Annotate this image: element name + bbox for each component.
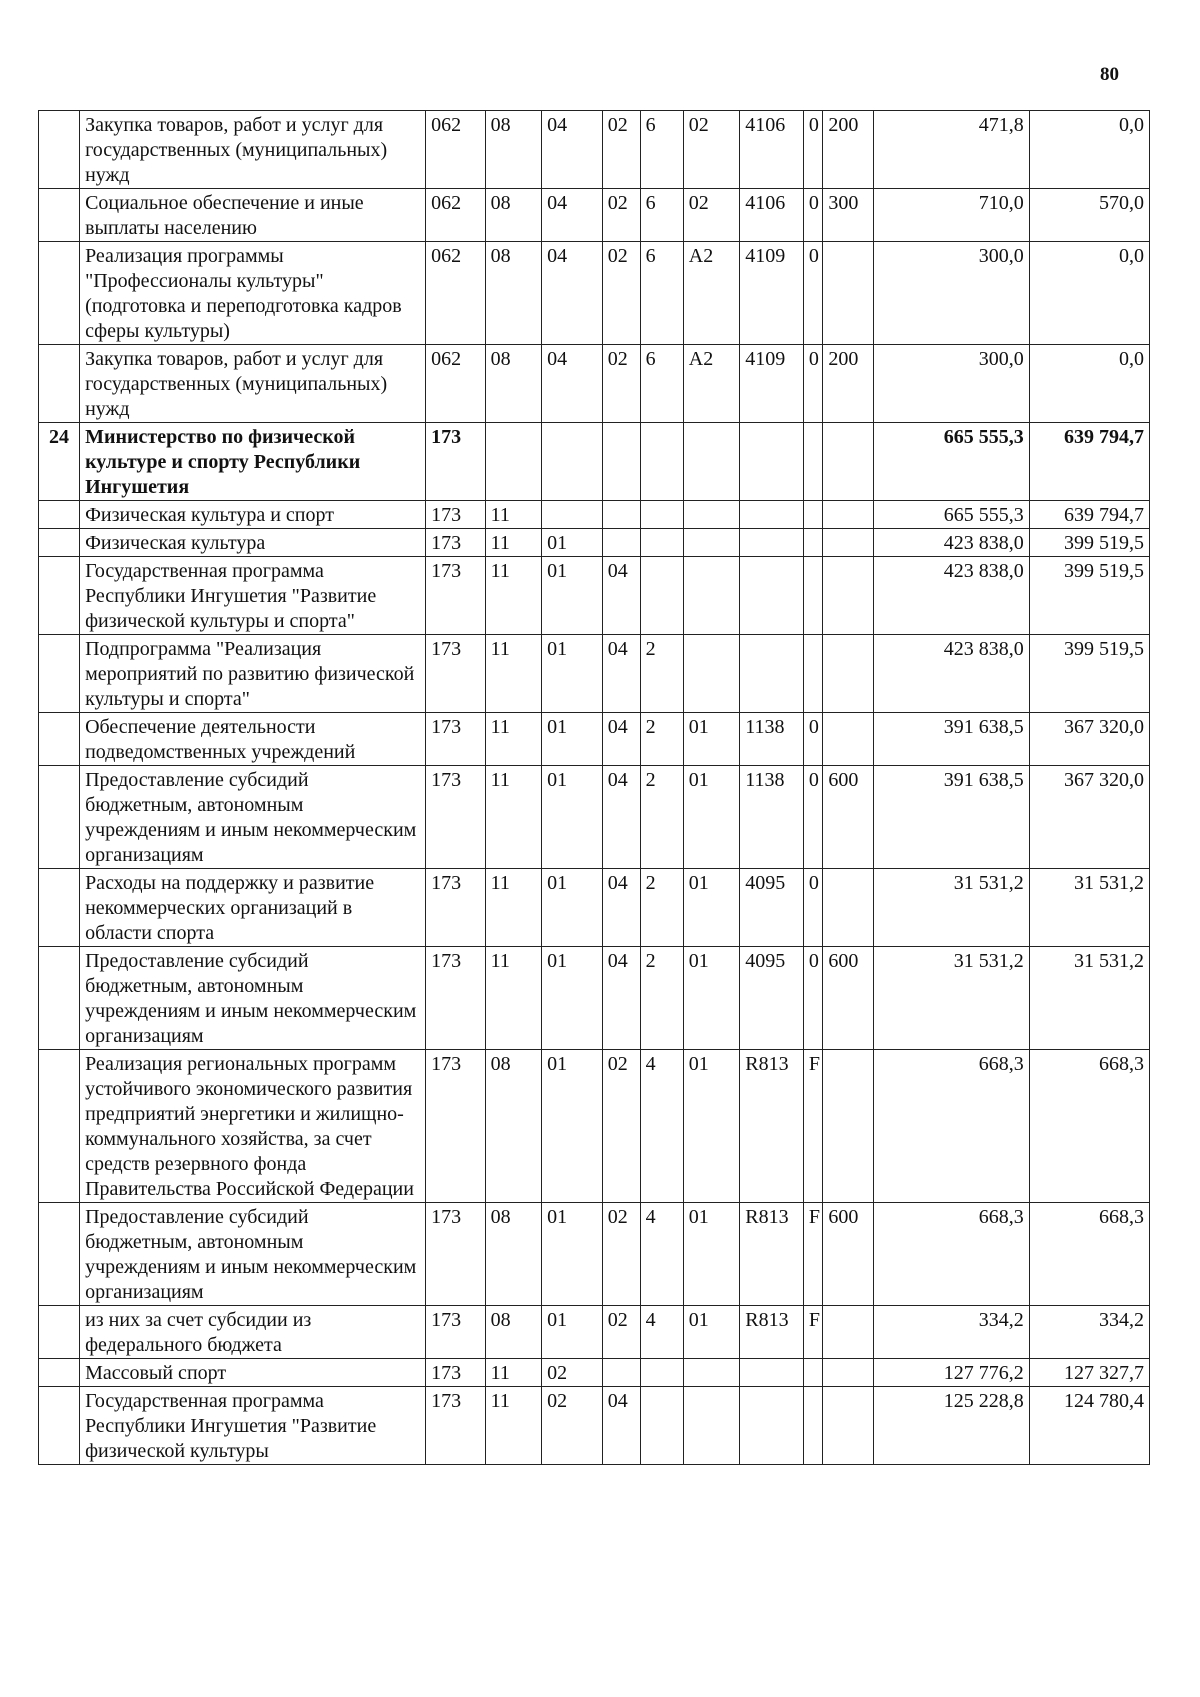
code-program: 04	[602, 1387, 640, 1465]
row-index	[39, 947, 80, 1050]
code-extra: F	[803, 1050, 823, 1203]
code-event: 01	[683, 1306, 739, 1359]
code-direction	[740, 635, 804, 713]
code-subsection: 04	[542, 345, 603, 423]
code-subprogram	[640, 423, 683, 501]
code-subsection	[542, 423, 603, 501]
row-name: Закупка товаров, работ и услуг для государственных (муниципальных) нужд	[80, 345, 426, 423]
row-index	[39, 1387, 80, 1465]
code-subprogram: 2	[640, 766, 683, 869]
amount-year-1: 471,8	[873, 111, 1029, 189]
code-extra	[803, 1387, 823, 1465]
code-ministry: 173	[426, 423, 486, 501]
row-name: Физическая культура	[80, 529, 426, 557]
code-subsection	[542, 501, 603, 529]
code-direction: 4095	[740, 869, 804, 947]
code-ministry: 173	[426, 1203, 486, 1306]
code-extra: 0	[803, 766, 823, 869]
code-subprogram: 6	[640, 111, 683, 189]
code-subsection: 02	[542, 1387, 603, 1465]
code-event: 01	[683, 713, 739, 766]
table-row	[39, 501, 1150, 529]
code-expense-type	[823, 529, 873, 557]
code-subprogram	[640, 529, 683, 557]
amount-year-1: 668,3	[873, 1203, 1029, 1306]
row-index	[39, 345, 80, 423]
code-event	[683, 501, 739, 529]
code-direction: 1138	[740, 766, 804, 869]
code-expense-type	[823, 713, 873, 766]
row-name: Социальное обеспечение и иные выплаты населению	[80, 189, 426, 242]
row-index	[39, 766, 80, 869]
code-section: 11	[485, 501, 541, 529]
page-number: 80	[1100, 64, 1119, 85]
amount-year-1: 125 228,8	[873, 1387, 1029, 1465]
row-name: Обеспечение деятельности подведомственных учреждений	[80, 713, 426, 766]
amount-year-2: 334,2	[1029, 1306, 1149, 1359]
row-name: из них за счет субсидии из федерального бюджета	[80, 1306, 426, 1359]
table-row	[39, 242, 1150, 345]
code-direction	[740, 529, 804, 557]
code-subprogram: 2	[640, 869, 683, 947]
code-expense-type	[823, 1387, 873, 1465]
code-event: 01	[683, 1050, 739, 1203]
amount-year-1: 668,3	[873, 1050, 1029, 1203]
code-ministry: 173	[426, 1387, 486, 1465]
amount-year-2: 399 519,5	[1029, 557, 1149, 635]
row-name: Предоставление субсидий бюджетным, автономным учреждениям и иным некоммерческим организациям	[80, 766, 426, 869]
amount-year-2: 399 519,5	[1029, 529, 1149, 557]
code-section: 11	[485, 1387, 541, 1465]
code-program: 02	[602, 1050, 640, 1203]
code-program: 02	[602, 1203, 640, 1306]
code-program: 04	[602, 557, 640, 635]
code-subprogram: 6	[640, 242, 683, 345]
code-ministry: 173	[426, 557, 486, 635]
code-subsection: 01	[542, 635, 603, 713]
code-subprogram: 4	[640, 1306, 683, 1359]
table-row	[39, 1050, 1150, 1203]
table-row	[39, 557, 1150, 635]
code-section: 08	[485, 1306, 541, 1359]
code-subprogram	[640, 1359, 683, 1387]
code-event: 01	[683, 947, 739, 1050]
code-expense-type: 200	[823, 345, 873, 423]
code-section: 08	[485, 1050, 541, 1203]
code-expense-type	[823, 423, 873, 501]
code-program: 02	[602, 111, 640, 189]
code-subsection: 01	[542, 947, 603, 1050]
code-ministry: 062	[426, 189, 486, 242]
row-name: Массовый спорт	[80, 1359, 426, 1387]
code-event	[683, 423, 739, 501]
code-direction: 4109	[740, 242, 804, 345]
code-subprogram	[640, 501, 683, 529]
amount-year-1: 391 638,5	[873, 713, 1029, 766]
amount-year-1: 423 838,0	[873, 557, 1029, 635]
code-event	[683, 529, 739, 557]
code-extra: 0	[803, 947, 823, 1050]
code-direction	[740, 1387, 804, 1465]
code-expense-type	[823, 1359, 873, 1387]
code-expense-type	[823, 635, 873, 713]
code-ministry: 173	[426, 1359, 486, 1387]
table-row	[39, 1387, 1150, 1465]
code-event	[683, 1387, 739, 1465]
row-name: Предоставление субсидий бюджетным, автономным учреждениям и иным некоммерческим организациям	[80, 947, 426, 1050]
code-event: 02	[683, 111, 739, 189]
code-program: 04	[602, 635, 640, 713]
code-program: 04	[602, 713, 640, 766]
amount-year-2: 639 794,7	[1029, 423, 1149, 501]
code-section: 11	[485, 766, 541, 869]
code-event: 01	[683, 1203, 739, 1306]
code-extra: 0	[803, 869, 823, 947]
amount-year-2: 639 794,7	[1029, 501, 1149, 529]
amount-year-1: 300,0	[873, 242, 1029, 345]
code-program: 04	[602, 869, 640, 947]
code-section: 11	[485, 947, 541, 1050]
code-ministry: 173	[426, 947, 486, 1050]
code-direction	[740, 423, 804, 501]
code-direction: R813	[740, 1050, 804, 1203]
code-section: 11	[485, 713, 541, 766]
budget-table	[38, 110, 1150, 1465]
code-extra: 0	[803, 189, 823, 242]
code-direction: 4106	[740, 189, 804, 242]
code-section: 11	[485, 1359, 541, 1387]
code-subsection: 01	[542, 1306, 603, 1359]
code-ministry: 173	[426, 869, 486, 947]
code-expense-type: 600	[823, 766, 873, 869]
amount-year-1: 710,0	[873, 189, 1029, 242]
code-extra	[803, 501, 823, 529]
amount-year-2: 668,3	[1029, 1203, 1149, 1306]
table-row	[39, 529, 1150, 557]
row-index	[39, 529, 80, 557]
amount-year-2: 31 531,2	[1029, 869, 1149, 947]
code-expense-type: 200	[823, 111, 873, 189]
code-program: 02	[602, 1306, 640, 1359]
code-program	[602, 1359, 640, 1387]
table-row	[39, 947, 1150, 1050]
code-section	[485, 423, 541, 501]
row-index	[39, 635, 80, 713]
code-subprogram: 2	[640, 947, 683, 1050]
amount-year-1: 31 531,2	[873, 947, 1029, 1050]
code-subsection: 01	[542, 713, 603, 766]
table-row	[39, 1203, 1150, 1306]
row-index	[39, 1306, 80, 1359]
code-extra: 0	[803, 111, 823, 189]
code-section: 08	[485, 242, 541, 345]
code-expense-type	[823, 501, 873, 529]
row-name: Реализация региональных программ устойчивого экономического развития предприятий энергетики и жилищно-коммунального хозяйства, за счет средств резервного фонда Правительства Российской Федерации	[80, 1050, 426, 1203]
row-name: Государственная программа Республики Ингушетия "Развитие физической культуры и спорта"	[80, 557, 426, 635]
code-direction: 1138	[740, 713, 804, 766]
row-name: Подпрограмма "Реализация мероприятий по развитию физической культуры и спорта"	[80, 635, 426, 713]
code-subprogram	[640, 1387, 683, 1465]
code-section: 11	[485, 635, 541, 713]
code-subprogram: 2	[640, 713, 683, 766]
code-subsection: 01	[542, 766, 603, 869]
code-expense-type	[823, 1050, 873, 1203]
row-index: 24	[39, 423, 80, 501]
amount-year-1: 665 555,3	[873, 423, 1029, 501]
amount-year-1: 423 838,0	[873, 635, 1029, 713]
code-extra: 0	[803, 345, 823, 423]
amount-year-2: 0,0	[1029, 111, 1149, 189]
code-program: 04	[602, 766, 640, 869]
amount-year-2: 367 320,0	[1029, 713, 1149, 766]
code-ministry: 173	[426, 766, 486, 869]
code-event: 01	[683, 766, 739, 869]
code-program	[602, 423, 640, 501]
code-extra	[803, 1359, 823, 1387]
table-row	[39, 423, 1150, 501]
table-row	[39, 1359, 1150, 1387]
code-direction: 4106	[740, 111, 804, 189]
code-section: 11	[485, 869, 541, 947]
row-name: Расходы на поддержку и развитие некоммерческих организаций в области спорта	[80, 869, 426, 947]
code-direction: 4109	[740, 345, 804, 423]
code-extra	[803, 557, 823, 635]
code-extra: F	[803, 1203, 823, 1306]
code-program: 02	[602, 189, 640, 242]
row-index	[39, 189, 80, 242]
table-row	[39, 766, 1150, 869]
code-ministry: 062	[426, 345, 486, 423]
code-section: 11	[485, 529, 541, 557]
code-subprogram: 2	[640, 635, 683, 713]
code-event	[683, 1359, 739, 1387]
code-expense-type	[823, 557, 873, 635]
table-row	[39, 1306, 1150, 1359]
code-extra: F	[803, 1306, 823, 1359]
code-ministry: 173	[426, 1306, 486, 1359]
table-row	[39, 869, 1150, 947]
row-name: Министерство по физической культуре и спорту Республики Ингушетия	[80, 423, 426, 501]
code-ministry: 173	[426, 501, 486, 529]
row-index	[39, 501, 80, 529]
row-name: Реализация программы "Профессионалы культуры" (подготовка и переподготовка кадров сферы культуры)	[80, 242, 426, 345]
code-subsection: 04	[542, 189, 603, 242]
row-index	[39, 1050, 80, 1203]
amount-year-1: 300,0	[873, 345, 1029, 423]
code-subsection: 01	[542, 529, 603, 557]
row-index	[39, 1203, 80, 1306]
row-index	[39, 713, 80, 766]
row-index	[39, 242, 80, 345]
code-subsection: 02	[542, 1359, 603, 1387]
table-row	[39, 635, 1150, 713]
amount-year-2: 570,0	[1029, 189, 1149, 242]
code-direction: 4095	[740, 947, 804, 1050]
code-direction	[740, 1359, 804, 1387]
code-event: 01	[683, 869, 739, 947]
code-subsection: 04	[542, 111, 603, 189]
row-name: Физическая культура и спорт	[80, 501, 426, 529]
code-subprogram: 6	[640, 345, 683, 423]
amount-year-2: 367 320,0	[1029, 766, 1149, 869]
code-expense-type	[823, 869, 873, 947]
code-ministry: 062	[426, 242, 486, 345]
code-extra	[803, 635, 823, 713]
code-program: 04	[602, 947, 640, 1050]
code-extra	[803, 529, 823, 557]
code-section: 08	[485, 189, 541, 242]
code-direction: R813	[740, 1203, 804, 1306]
amount-year-1: 423 838,0	[873, 529, 1029, 557]
code-direction: R813	[740, 1306, 804, 1359]
table-row	[39, 111, 1150, 189]
code-program	[602, 501, 640, 529]
code-extra: 0	[803, 242, 823, 345]
amount-year-1: 665 555,3	[873, 501, 1029, 529]
code-ministry: 173	[426, 635, 486, 713]
code-subsection: 01	[542, 869, 603, 947]
code-section: 11	[485, 557, 541, 635]
table-row	[39, 713, 1150, 766]
code-event: 02	[683, 189, 739, 242]
amount-year-2: 127 327,7	[1029, 1359, 1149, 1387]
code-event: А2	[683, 242, 739, 345]
code-expense-type: 600	[823, 947, 873, 1050]
code-direction	[740, 557, 804, 635]
code-subsection: 01	[542, 1203, 603, 1306]
amount-year-2: 0,0	[1029, 242, 1149, 345]
code-subprogram: 6	[640, 189, 683, 242]
code-program	[602, 529, 640, 557]
code-expense-type: 300	[823, 189, 873, 242]
code-subsection: 01	[542, 557, 603, 635]
row-name: Государственная программа Республики Ингушетия "Развитие физической культуры	[80, 1387, 426, 1465]
row-index	[39, 1359, 80, 1387]
code-section: 08	[485, 345, 541, 423]
row-name: Закупка товаров, работ и услуг для государственных (муниципальных) нужд	[80, 111, 426, 189]
code-direction	[740, 501, 804, 529]
amount-year-1: 391 638,5	[873, 766, 1029, 869]
amount-year-2: 399 519,5	[1029, 635, 1149, 713]
amount-year-2: 31 531,2	[1029, 947, 1149, 1050]
row-index	[39, 557, 80, 635]
code-expense-type	[823, 1306, 873, 1359]
code-ministry: 173	[426, 1050, 486, 1203]
code-subprogram: 4	[640, 1203, 683, 1306]
code-expense-type	[823, 242, 873, 345]
code-section: 08	[485, 111, 541, 189]
code-event	[683, 635, 739, 713]
amount-year-1: 31 531,2	[873, 869, 1029, 947]
amount-year-2: 668,3	[1029, 1050, 1149, 1203]
row-index	[39, 869, 80, 947]
amount-year-1: 127 776,2	[873, 1359, 1029, 1387]
code-subprogram	[640, 557, 683, 635]
code-program: 02	[602, 242, 640, 345]
amount-year-2: 124 780,4	[1029, 1387, 1149, 1465]
amount-year-2: 0,0	[1029, 345, 1149, 423]
table-row	[39, 189, 1150, 242]
code-ministry: 173	[426, 713, 486, 766]
code-subsection: 01	[542, 1050, 603, 1203]
code-ministry: 062	[426, 111, 486, 189]
amount-year-1: 334,2	[873, 1306, 1029, 1359]
code-ministry: 173	[426, 529, 486, 557]
code-event: А2	[683, 345, 739, 423]
code-event	[683, 557, 739, 635]
code-section: 08	[485, 1203, 541, 1306]
code-expense-type: 600	[823, 1203, 873, 1306]
code-extra	[803, 423, 823, 501]
code-extra: 0	[803, 713, 823, 766]
row-index	[39, 111, 80, 189]
code-subprogram: 4	[640, 1050, 683, 1203]
code-subsection: 04	[542, 242, 603, 345]
table-row	[39, 345, 1150, 423]
code-program: 02	[602, 345, 640, 423]
row-name: Предоставление субсидий бюджетным, автономным учреждениям и иным некоммерческим организациям	[80, 1203, 426, 1306]
